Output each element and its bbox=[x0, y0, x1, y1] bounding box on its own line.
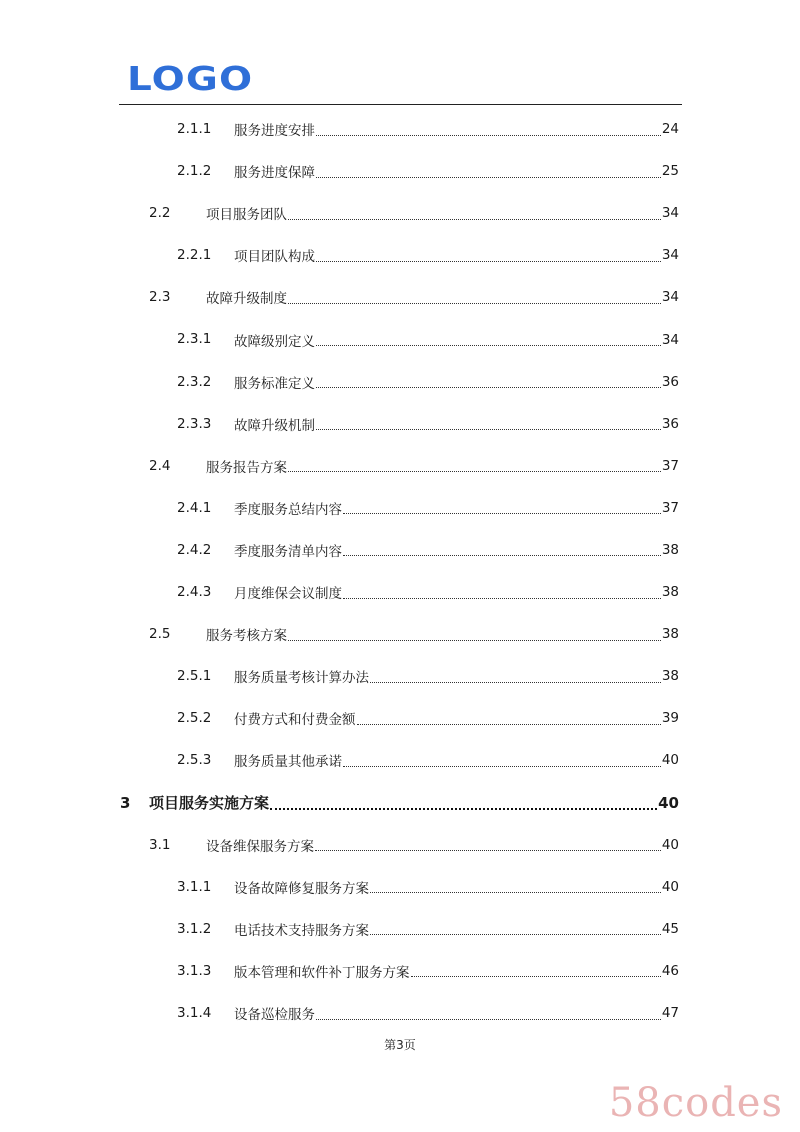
toc-entry-page: 34 bbox=[661, 289, 679, 306]
toc-entry-title: 季度服务清单内容 bbox=[234, 543, 342, 560]
toc-dot-leader bbox=[316, 345, 661, 346]
toc-entry[interactable] bbox=[0, 234, 800, 276]
table-of-contents bbox=[0, 108, 800, 1034]
toc-entry[interactable] bbox=[0, 445, 800, 487]
toc-entry-page: 34 bbox=[661, 331, 679, 348]
toc-entry-page: 24 bbox=[661, 121, 679, 138]
toc-entry-chapter[interactable] bbox=[0, 782, 800, 824]
toc-dot-leader bbox=[370, 934, 661, 935]
toc-entry-title: 设备故障修复服务方案 bbox=[234, 880, 369, 897]
toc-entry-page: 45 bbox=[661, 920, 679, 937]
toc-dot-leader bbox=[288, 303, 661, 304]
watermark: 58codes bbox=[608, 1080, 783, 1126]
toc-dot-leader bbox=[315, 850, 661, 851]
toc-entry-number: 2.4 bbox=[149, 457, 171, 474]
toc-entry-title: 电话技术支持服务方案 bbox=[234, 922, 369, 939]
toc-entry-number: 3.1.1 bbox=[177, 878, 212, 895]
toc-entry-number: 2.4.3 bbox=[177, 584, 212, 601]
toc-entry[interactable] bbox=[0, 276, 800, 318]
toc-entry-title: 服务质量考核计算办法 bbox=[234, 670, 369, 687]
toc-dot-leader bbox=[316, 387, 661, 388]
toc-dot-leader bbox=[316, 261, 661, 262]
toc-entry[interactable] bbox=[0, 992, 800, 1034]
toc-entry[interactable] bbox=[0, 866, 800, 908]
toc-entry-page: 36 bbox=[661, 373, 679, 390]
toc-entry-number: 2.5.3 bbox=[177, 752, 212, 769]
toc-entry-number: 2.1.1 bbox=[177, 121, 212, 137]
toc-entry-number: 3.1.4 bbox=[177, 1004, 212, 1021]
toc-entry-title: 服务质量其他承诺 bbox=[234, 754, 342, 771]
toc-entry[interactable] bbox=[0, 824, 800, 866]
toc-entry-page: 36 bbox=[661, 415, 679, 432]
toc-entry-page: 34 bbox=[661, 247, 679, 264]
toc-entry-title: 项目服务实施方案 bbox=[149, 794, 270, 813]
toc-dot-leader bbox=[411, 976, 661, 977]
toc-entry-page: 46 bbox=[661, 962, 679, 979]
toc-entry-title: 故障级别定义 bbox=[234, 333, 315, 350]
toc-dot-leader bbox=[370, 892, 661, 893]
toc-entry-page: 38 bbox=[661, 584, 679, 601]
toc-entry-page: 25 bbox=[661, 163, 679, 180]
toc-entry-number: 2.5.2 bbox=[177, 710, 212, 727]
toc-entry-number: 3 bbox=[120, 793, 131, 812]
toc-entry-number: 2.4.1 bbox=[177, 499, 212, 516]
toc-dot-leader bbox=[316, 1019, 661, 1020]
toc-dot-leader bbox=[316, 177, 661, 178]
toc-entry-title: 设备巡检服务 bbox=[234, 1007, 315, 1024]
toc-entry-page: 40 bbox=[658, 793, 679, 812]
toc-entry-title: 项目服务团队 bbox=[206, 207, 287, 224]
toc-entry-title: 项目团队构成 bbox=[234, 249, 315, 266]
toc-dot-leader bbox=[343, 766, 661, 767]
toc-entry-number: 2.5.1 bbox=[177, 668, 212, 685]
toc-entry-page: 47 bbox=[661, 1005, 679, 1022]
toc-entry-page: 37 bbox=[661, 499, 679, 516]
toc-entry-page: 40 bbox=[661, 878, 679, 895]
toc-entry-page: 39 bbox=[661, 710, 679, 727]
toc-entry[interactable] bbox=[0, 697, 800, 739]
toc-entry-number: 2.3.2 bbox=[177, 373, 212, 390]
toc-entry-title: 季度服务总结内容 bbox=[234, 501, 342, 518]
toc-dot-leader bbox=[343, 555, 661, 556]
toc-entry-number: 2.2.1 bbox=[177, 247, 212, 264]
toc-entry-page: 38 bbox=[661, 626, 679, 643]
toc-entry-number: 2.4.2 bbox=[177, 541, 212, 558]
toc-entry[interactable] bbox=[0, 150, 800, 192]
toc-entry-title: 付费方式和付费金额 bbox=[234, 712, 356, 729]
toc-entry-number: 3.1 bbox=[149, 836, 171, 853]
toc-entry-number: 3.1.2 bbox=[177, 920, 212, 937]
toc-entry[interactable] bbox=[0, 487, 800, 529]
toc-entry-page: 38 bbox=[661, 668, 679, 685]
toc-entry-number: 2.1.2 bbox=[177, 163, 212, 180]
toc-entry[interactable] bbox=[0, 739, 800, 781]
toc-entry-title: 设备维保服务方案 bbox=[206, 838, 314, 855]
toc-dot-leader bbox=[316, 135, 661, 136]
toc-entry-number: 2.2 bbox=[149, 205, 171, 222]
toc-entry[interactable] bbox=[0, 403, 800, 445]
toc-entry-number: 2.3 bbox=[149, 289, 171, 306]
toc-dot-leader bbox=[288, 219, 661, 220]
toc-entry-page: 34 bbox=[661, 205, 679, 222]
toc-entry[interactable] bbox=[0, 361, 800, 403]
toc-entry-number: 2.5 bbox=[149, 626, 171, 643]
toc-dot-leader bbox=[370, 682, 661, 683]
page-number: 第3页 bbox=[384, 1038, 416, 1052]
toc-entry-title: 故障升级制度 bbox=[206, 291, 287, 308]
toc-entry[interactable] bbox=[0, 192, 800, 234]
toc-entry-title: 月度维保会议制度 bbox=[234, 586, 342, 603]
toc-entry[interactable] bbox=[0, 950, 800, 992]
toc-entry[interactable] bbox=[0, 318, 800, 360]
toc-entry-title: 版本管理和软件补丁服务方案 bbox=[234, 964, 410, 981]
toc-entry-page: 37 bbox=[661, 457, 679, 474]
toc-entry-title: 故障升级机制 bbox=[234, 417, 315, 434]
header-divider bbox=[119, 104, 682, 105]
toc-entry[interactable] bbox=[0, 571, 800, 613]
toc-dot-leader bbox=[343, 598, 661, 599]
logo: LOGO bbox=[127, 59, 254, 98]
toc-entry-title: 服务考核方案 bbox=[206, 628, 287, 645]
toc-entry-number: 3.1.3 bbox=[177, 962, 212, 979]
toc-entry-title: 服务进度安排 bbox=[234, 123, 315, 140]
toc-dot-leader bbox=[357, 724, 661, 725]
toc-entry[interactable] bbox=[0, 655, 800, 697]
toc-dot-leader bbox=[316, 429, 661, 430]
toc-entry[interactable] bbox=[0, 613, 800, 655]
toc-entry-number: 2.3.3 bbox=[177, 415, 212, 432]
toc-entry-title: 服务报告方案 bbox=[206, 459, 287, 476]
toc-entry-title: 服务标准定义 bbox=[234, 375, 315, 392]
toc-entry-number: 2.3.1 bbox=[177, 331, 212, 348]
toc-entry-page: 40 bbox=[661, 836, 679, 853]
toc-entry-title: 服务进度保障 bbox=[234, 165, 315, 182]
toc-dot-leader bbox=[343, 513, 661, 514]
toc-entry[interactable] bbox=[0, 908, 800, 950]
toc-entry[interactable] bbox=[0, 108, 800, 150]
toc-entry-page: 40 bbox=[661, 752, 679, 769]
toc-dot-leader bbox=[288, 471, 661, 472]
toc-entry-page: 38 bbox=[661, 541, 679, 558]
toc-entry[interactable] bbox=[0, 529, 800, 571]
toc-dot-leader bbox=[288, 640, 661, 641]
toc-dot-leader bbox=[270, 808, 657, 810]
